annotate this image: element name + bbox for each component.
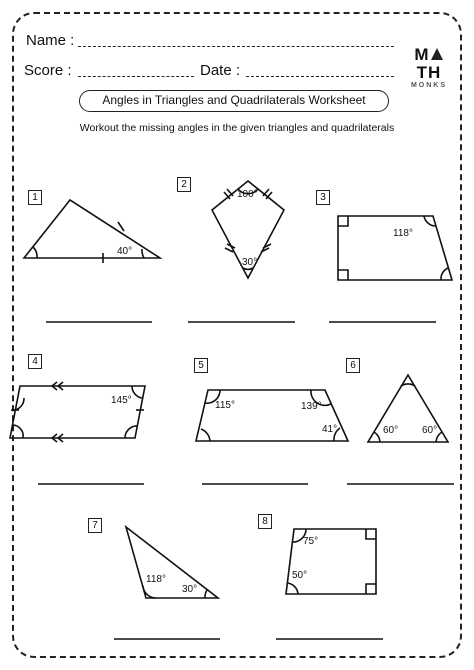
date-label: Date :: [200, 62, 241, 79]
worksheet-title: Angles in Triangles and Quadrilaterals Worksheet: [79, 90, 389, 112]
figure-8-quadrilateral: [286, 529, 376, 594]
angle-label-6b: 60°: [422, 425, 438, 436]
problem-number-7: 7: [88, 518, 102, 533]
angle-label-7b: 30°: [182, 584, 198, 595]
figure-1-triangle: [24, 200, 160, 263]
angle-label-2a: 100°: [237, 189, 258, 200]
problem-number-3: 3: [316, 190, 330, 205]
angle-label-3a: 118°: [393, 228, 413, 239]
angle-label-8b: 50°: [292, 570, 308, 581]
angle-label-2b: 30°: [242, 257, 258, 268]
name-label: Name :: [26, 32, 75, 49]
angle-label-7a: 118°: [146, 574, 166, 585]
logo-subtitle: MONKS: [410, 82, 448, 89]
angle-label-4a: 145°: [111, 395, 132, 406]
problem-number-8: 8: [258, 514, 272, 529]
angle-label-5c: 41°: [322, 424, 338, 435]
angle-label-5a: 115°: [215, 400, 235, 411]
figure-3-quadrilateral: [338, 216, 452, 280]
problem-number-1: 1: [28, 190, 42, 205]
angle-label-8a: 75°: [303, 536, 319, 547]
angle-label-1a: 40°: [117, 246, 133, 257]
problem-number-5: 5: [194, 358, 208, 373]
instructions: Workout the missing angles in the given triangles and quadrilaterals: [79, 122, 395, 134]
figure-4-parallelogram: [10, 382, 145, 442]
figure-7-triangle: [126, 527, 218, 598]
problem-number-2: 2: [177, 177, 191, 192]
logo-text: MTH: [414, 45, 442, 82]
problem-number-4: 4: [28, 354, 42, 369]
angle-label-6a: 60°: [383, 425, 399, 436]
angle-label-5b: 139°: [301, 401, 322, 412]
problem-number-6: 6: [346, 358, 360, 373]
score-label: Score :: [24, 62, 72, 79]
